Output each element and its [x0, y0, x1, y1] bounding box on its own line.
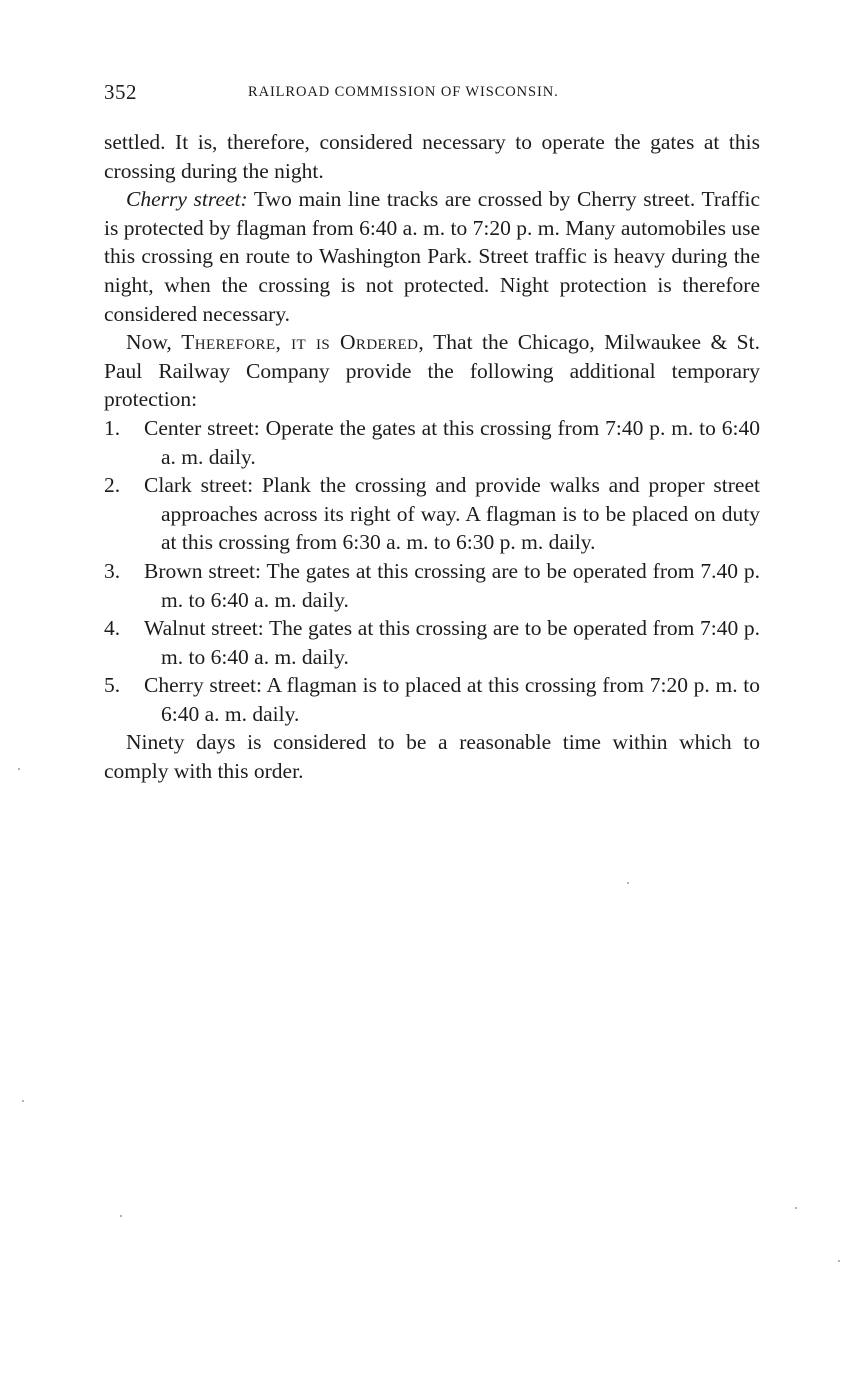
- list-text: Clark street: Plank the crossing and provide walks and proper street approaches across its right of way. A flagman is to be placed on duty at this crossing from 6:30 a. m. to 6:30 p. m. daily.: [144, 473, 760, 555]
- list-text: Center street: Operate the gates at this crossing from 7:40 p. m. to 6:40 a. m. daily.: [144, 415, 760, 469]
- paragraph-settled: settled. It is, therefore, considered necessary to operate the gates at this crossing during the night.: [104, 130, 760, 183]
- paragraph-order: [104, 328, 760, 414]
- list-text: Walnut street: The gates at this crossing are to be operated from 7:40 p. m. to 6:40 a. m. daily.: [144, 616, 760, 669]
- scan-speck: [627, 882, 629, 884]
- protection-list: [104, 414, 760, 729]
- running-head: RAILROAD COMMISSION OF WISCONSIN.: [248, 84, 559, 100]
- list-item: [104, 414, 760, 471]
- order-text: That the Chicago, Milwaukee & St. Paul Railway Company provide the following additional temporary protection:: [104, 330, 760, 412]
- scan-speck: [18, 768, 20, 770]
- order-therefore: Therefore, it is Ordered,: [181, 330, 425, 355]
- list-number: 3.: [104, 558, 121, 583]
- list-number: 4.: [104, 616, 121, 641]
- list-item: [104, 471, 760, 557]
- page-header: [104, 80, 760, 108]
- cherry-street-heading: Cherry street:: [126, 187, 248, 212]
- list-item: [104, 557, 760, 614]
- scan-speck: [795, 1207, 797, 1209]
- list-number: 5.: [104, 673, 121, 698]
- order-now: Now,: [126, 330, 182, 355]
- list-text: Brown street: The gates at this crossing are to be operated from 7.40 p. m. to 6:40 a. m. daily.: [144, 558, 760, 612]
- cherry-street-text: Two main line tracks are crossed by Cherry street. Traffic is protected by flagman from 6:40 a. m. to 7:20 p. m. Many automobiles use this crossing en route to Washington Park. Street traffic is heavy during the night, when the crossing is not protected. Night protection is therefore considered necessary.: [104, 187, 760, 326]
- list-item: [104, 671, 760, 728]
- paragraph-cherry-street: [104, 185, 760, 328]
- paragraph-closing: Ninety days is considered to be a reasonable time within which to comply with this order.: [104, 730, 760, 784]
- scan-speck: [838, 1260, 840, 1262]
- list-number: 1.: [104, 415, 121, 440]
- list-item: [104, 614, 760, 671]
- list-text: Cherry street: A flagman is to placed at this crossing from 7:20 p. m. to 6:40 a. m. daily.: [144, 673, 760, 726]
- scan-speck: [22, 1100, 24, 1102]
- scan-speck: [120, 1215, 122, 1217]
- body-text: [104, 128, 760, 786]
- list-number: 2.: [104, 473, 121, 498]
- page-number: 352: [104, 80, 137, 104]
